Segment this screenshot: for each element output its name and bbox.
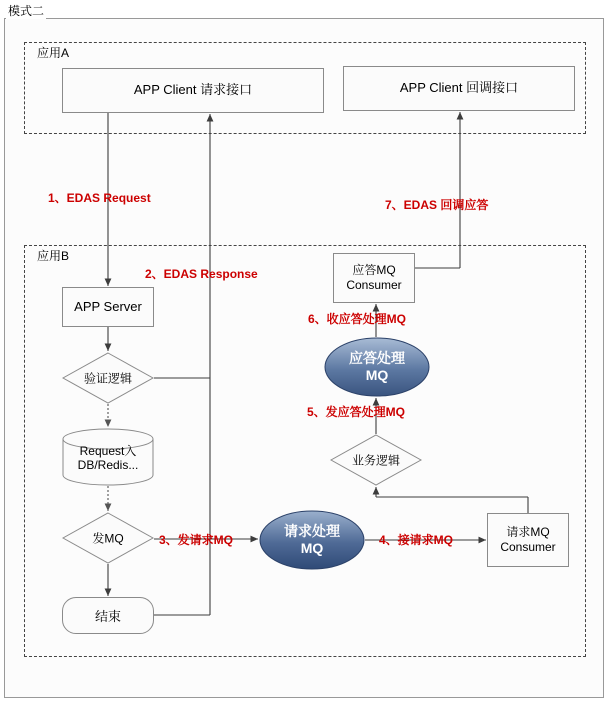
flow-label-7: 7、EDAS 回调应答 bbox=[385, 198, 489, 212]
node-response-mq-consumer[interactable] bbox=[333, 253, 415, 303]
node-request-db-line2: DB/Redis... bbox=[77, 458, 139, 473]
flow-label-5: 5、发应答处理MQ bbox=[307, 405, 406, 419]
flow-label-4: 4、接请求MQ bbox=[379, 533, 454, 547]
node-app-client-callback-label: APP Client 回调接口 bbox=[399, 80, 519, 96]
node-business-logic[interactable] bbox=[330, 434, 422, 486]
group-app-a-title: 应用A bbox=[34, 44, 72, 61]
node-response-mq-line1: 应答处理 bbox=[349, 350, 405, 367]
node-response-mq-consumer-line1: 应答MQ bbox=[352, 263, 396, 277]
business-logic-shape bbox=[330, 434, 422, 486]
response-mq-ellipse bbox=[324, 337, 430, 397]
node-response-mq-line2: MQ bbox=[365, 367, 389, 383]
database-cylinder-icon bbox=[62, 428, 154, 486]
node-end[interactable] bbox=[62, 597, 154, 634]
node-verify-logic-label: 验证逻辑 bbox=[83, 371, 132, 386]
node-request-db-line1: Request入 bbox=[79, 443, 137, 458]
node-request-db[interactable] bbox=[62, 428, 154, 486]
group-app-b-title: 应用B bbox=[34, 247, 72, 264]
verify-logic-shape bbox=[62, 352, 154, 404]
request-mq-ellipse bbox=[259, 510, 365, 570]
node-send-mq[interactable] bbox=[62, 512, 154, 564]
node-request-mq-consumer-line2: Consumer bbox=[500, 540, 556, 554]
flow-label-2: 2、EDAS Response bbox=[145, 267, 258, 281]
node-verify-logic[interactable] bbox=[62, 352, 154, 404]
node-response-mq[interactable] bbox=[324, 337, 430, 397]
node-app-server-label: APP Server bbox=[74, 298, 142, 314]
node-app-client-callback[interactable] bbox=[343, 66, 575, 111]
node-business-logic-label: 业务逻辑 bbox=[351, 453, 400, 468]
node-request-mq-line2: MQ bbox=[300, 540, 324, 556]
node-app-server[interactable] bbox=[62, 287, 154, 327]
node-request-mq-consumer[interactable] bbox=[487, 513, 569, 567]
node-end-label: 结束 bbox=[94, 609, 121, 624]
node-request-mq-line1: 请求处理 bbox=[284, 523, 340, 540]
send-mq-shape bbox=[62, 512, 154, 564]
flow-label-6: 6、收应答处理MQ bbox=[308, 312, 407, 326]
node-send-mq-label: 发MQ bbox=[92, 531, 124, 546]
node-response-mq-consumer-line2: Consumer bbox=[346, 278, 402, 292]
node-request-mq[interactable] bbox=[259, 510, 365, 570]
node-app-client-request-label: APP Client 请求接口 bbox=[133, 82, 253, 98]
node-app-client-request[interactable] bbox=[62, 68, 324, 113]
mode-title: 模式二 bbox=[8, 4, 45, 18]
node-request-mq-consumer-line1: 请求MQ bbox=[506, 525, 550, 539]
flow-label-3: 3、发请求MQ bbox=[159, 533, 234, 547]
flow-label-1: 1、EDAS Request bbox=[48, 191, 151, 205]
